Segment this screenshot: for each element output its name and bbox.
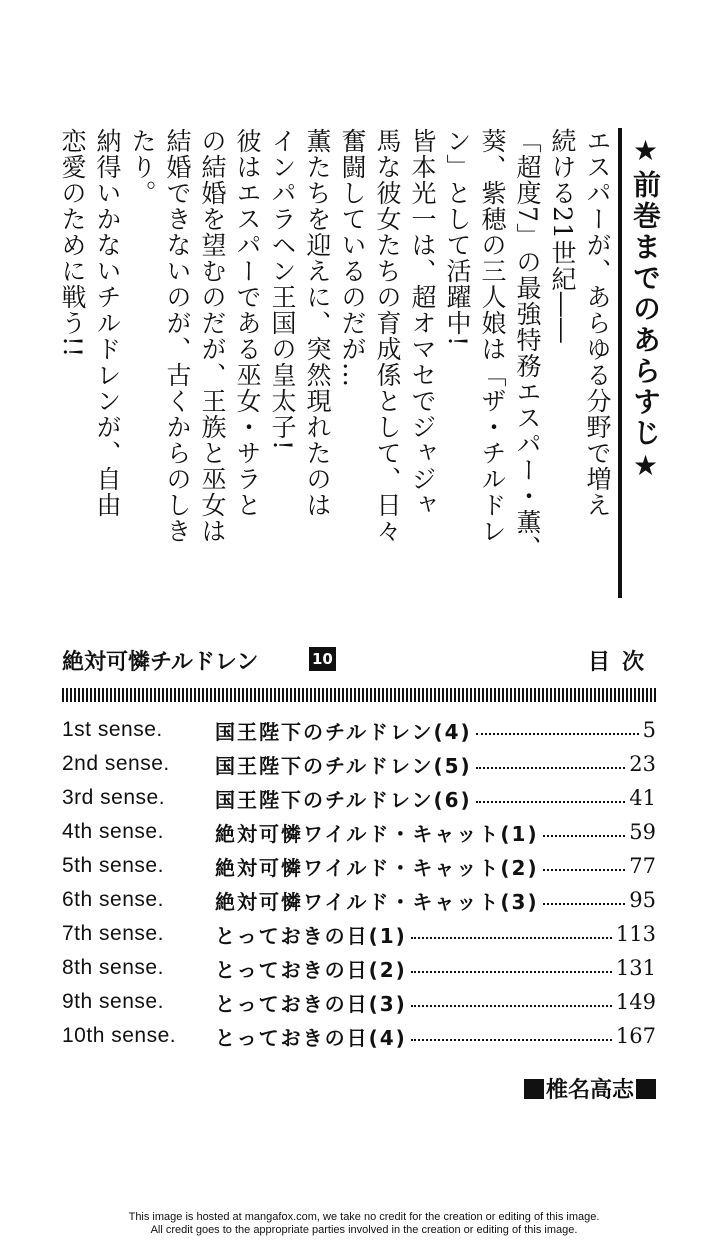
toc-entry: [62, 951, 656, 985]
footer-line-2: All credit goes to the appropriate parties involved in the creation or editing of this image.: [150, 1224, 578, 1236]
toc-entry-sense: 5th sense.: [62, 854, 164, 877]
toc-entry-page: 113: [615, 922, 656, 946]
toc-list: [62, 713, 656, 1053]
toc-entry-leader-dots: [543, 903, 626, 905]
toc-entry: [62, 985, 656, 1019]
toc-entry-leader-dots: [476, 801, 626, 803]
toc-entry-page: 149: [615, 990, 656, 1014]
toc-entry: [62, 815, 656, 849]
toc-entry: [62, 917, 656, 951]
toc-header: [62, 645, 656, 675]
toc-entry-leader-dots: [476, 733, 639, 735]
synopsis-heading: [618, 128, 668, 598]
toc-entry-title: 絶対可憐ワイルド・キャット(3): [215, 889, 539, 914]
toc-entry-sense: 6th sense.: [62, 888, 164, 911]
toc-entry: [62, 747, 656, 781]
toc-entry-page: 167: [615, 1024, 656, 1048]
toc-entry-sense: 3rd sense.: [62, 786, 166, 809]
book-title: 絶対可憐チルドレン: [62, 650, 259, 675]
toc-entry-title: とっておきの日(1): [215, 923, 407, 948]
toc-entry-leader-dots: [411, 937, 612, 939]
toc-entry-leader-dots: [543, 869, 626, 871]
toc-entry-page: 95: [629, 888, 656, 912]
toc-entry-title: 国王陛下のチルドレン(5): [215, 753, 472, 778]
toc-entry: [62, 713, 656, 747]
square-bullet-icon: [524, 1079, 544, 1099]
toc-entry-title: 国王陛下のチルドレン(6): [215, 787, 472, 812]
author-credit: [524, 1073, 656, 1104]
toc-entry-page: 131: [615, 956, 656, 980]
hosting-footer: [0, 1211, 728, 1237]
toc-entry-leader-dots: [543, 835, 626, 837]
footer-line-1: This image is hosted at mangafox.com, we take no credit for the creation or editing of this image.: [128, 1211, 600, 1223]
square-bullet-icon: [636, 1079, 656, 1099]
toc-entry-sense: 8th sense.: [62, 956, 164, 979]
toc-entry-title: とっておきの日(2): [215, 957, 407, 982]
volume-badge: 10: [309, 647, 336, 671]
toc-entry: [62, 883, 656, 917]
toc-entry-leader-dots: [411, 1039, 612, 1041]
toc-entry: [62, 781, 656, 815]
toc-entry-sense: 1st sense.: [62, 718, 163, 741]
toc-entry-title: とっておきの日(4): [215, 1025, 407, 1050]
toc-entry-title: 国王陛下のチルドレン(4): [215, 719, 472, 744]
toc-entry-page: 77: [629, 854, 656, 878]
toc-entry-title: 絶対可憐ワイルド・キャット(1): [215, 821, 539, 846]
toc-entry-sense: 4th sense.: [62, 820, 164, 843]
toc-entry-page: 59: [629, 820, 656, 844]
synopsis-body: [58, 128, 615, 598]
toc-entry-sense: 9th sense.: [62, 990, 164, 1013]
toc-entry: [62, 849, 656, 883]
toc-entry-leader-dots: [476, 767, 626, 769]
toc-entry-page: 41: [629, 786, 656, 810]
toc-entry-sense: 2nd sense.: [62, 752, 170, 775]
synopsis-heading-text: ★前巻までのあらすじ★: [629, 134, 662, 485]
toc-label: 目次: [587, 650, 656, 675]
toc-entry-sense: 7th sense.: [62, 922, 164, 945]
toc-entry-title: 絶対可憐ワイルド・キャット(2): [215, 855, 539, 880]
author-name: 椎名高志: [545, 1078, 634, 1103]
toc-entry-title: とっておきの日(3): [215, 991, 407, 1016]
toc-entry-sense: 10th sense.: [62, 1024, 177, 1047]
toc-entry-leader-dots: [411, 1005, 612, 1007]
toc-entry-page: 5: [642, 718, 656, 742]
toc-entry: [62, 1019, 656, 1053]
synopsis-paragraph: エスパーが、あらゆる分野で増え 続ける21世紀―― 「超度7」の最強特務エスパー・薫、 葵、紫穂の三人娘は「ザ・チルドレ ン」として活躍中! 皆本光一は、超オマセでジャジャ 馬な彼女たちの育成係として、日々 奮闘しているのだが… 薫たちを迎えに、突然現れたのは インパラヘン王国の皇太子! 彼はエスパーである巫女・サラと の結婚を望むのだが、王族と巫女は 結婚できないのが、古くからのしき たり。 納得いかないチルドレンが、自由 恋愛のために戦う!!: [58, 128, 612, 561]
toc-entry-leader-dots: [411, 971, 612, 973]
toc-divider-bar: [62, 688, 656, 702]
toc-entry-page: 23: [629, 752, 656, 776]
